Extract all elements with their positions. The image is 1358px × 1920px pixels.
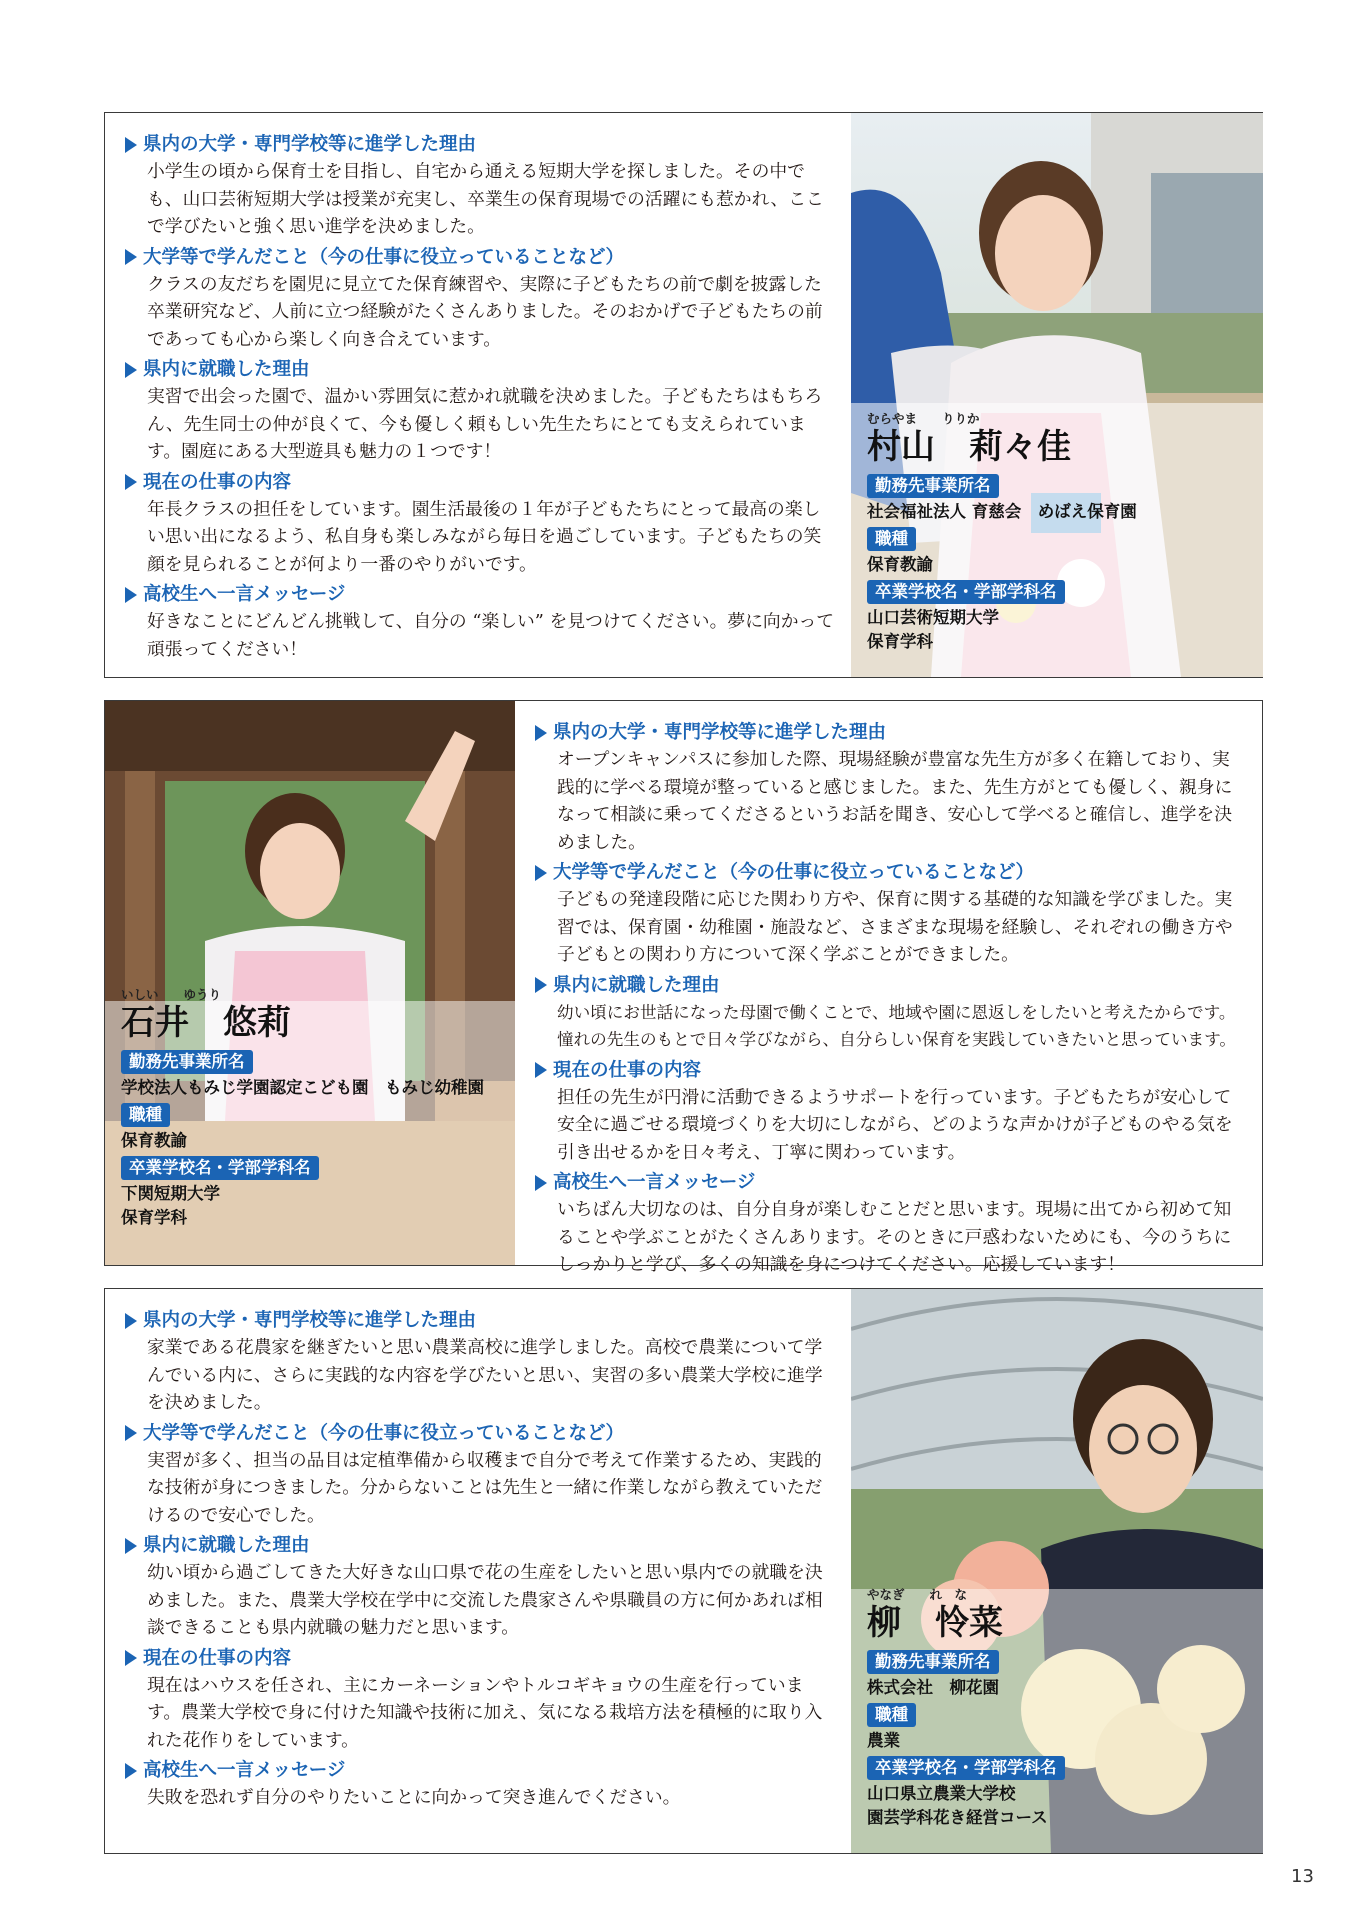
label-badge-job: 職種 — [867, 527, 916, 551]
qa-item — [535, 859, 1245, 969]
name-ruby: むらやま りりか — [867, 411, 980, 426]
answer-text: いちばん大切なのは、自分自身が楽しむことだと思います。現場に出てから初めて知ることや学ぶことがたくさんあります。そのときに戸惑わないためにも、今のうちにしっかりと学び、多くの知識を身につけてください。応援しています！ — [557, 1199, 1232, 1275]
profile-card-ishii — [104, 700, 1263, 1275]
answer-text: 年長クラスの担任をしています。園生活最後の１年が子どもたちにとって最高の楽しい思い出になるよう、私自身も楽しみながら毎日を過ごしています。子どもたちの笑顔を見られることが何より一番のやりがいです。 — [147, 498, 822, 575]
question-heading: 大学等で学んだこと（今の仕事に役立っていることなど） — [143, 246, 625, 268]
question-heading: 県内の大学・専門学校等に進学した理由 — [143, 1310, 477, 1331]
answer-text: 子どもの発達段階に応じた関わり方や、保育に関する基礎的な知識を学びました。実習では、保育園・幼稚園・施設など、さまざまな現場を経験し、それぞれの働き方や子どもとの関わり方について深く学ぶことができました。 — [557, 889, 1233, 965]
question-heading: 高校生へ一言メッセージ — [143, 584, 346, 605]
qa-item — [125, 1420, 835, 1530]
triangle-bullet-icon — [535, 725, 547, 741]
answer-text: 実習で出会った園で、温かい雰囲気に惹かれ就職を決めました。子どもたちはもちろん、先生同士の仲が良くて、今も優しく頼もしい先生たちにとても支えられています。園庭にある大型遊具も魅力の１つです！ — [147, 386, 823, 462]
department-value: 園芸学科花き経営コース — [867, 1808, 1048, 1827]
qa-section — [125, 131, 835, 666]
name-ruby: やなぎ れ な — [867, 1587, 968, 1602]
label-badge-school: 卒業学校名・学部学科名 — [867, 580, 1065, 604]
department-value: 保育学科 — [867, 632, 933, 651]
answer-text: 現在はハウスを任され、主にカーネーションやトルコギキョウの生産を行っています。農業大学校で身に付けた知識や技術に加え、気になる栽培方法を積極的に取り入れた花作りをしています。 — [147, 1674, 823, 1751]
question-heading: 現在の仕事の内容 — [143, 1647, 292, 1669]
triangle-bullet-icon — [125, 1763, 137, 1779]
answer-text: クラスの友だちを園児に見立てた保育練習や、実際に子どもたちの前で劇を披露した卒業研究など、人前に立つ経験がたくさんありました。そのおかげで子どもたちの前であっても心から楽しく向き合えています。 — [147, 273, 823, 350]
qa-item — [125, 469, 835, 579]
school-value: 山口県立農業大学校 — [867, 1784, 1016, 1803]
qa-item — [125, 1532, 835, 1642]
answer-text: 幼い頃から過ごしてきた大好きな山口県で花の生産をしたいと思い県内での就職を決めました。また、農業大学校在学中に交流した農家さんや県職員の方に何かあれば相談できることも県内就職の魅力だと思います。 — [147, 1562, 823, 1638]
question-heading: 現在の仕事の内容 — [553, 1059, 702, 1081]
employer-value: 学校法人もみじ学園認定こども園 もみじ幼稚園 — [121, 1078, 484, 1097]
triangle-bullet-icon — [125, 1650, 137, 1666]
job-value: 保育教諭 — [867, 555, 933, 574]
qa-section — [535, 719, 1245, 1282]
question-heading: 高校生へ一言メッセージ — [143, 1760, 346, 1781]
department-value: 保育学科 — [121, 1208, 187, 1227]
question-heading: 県内の大学・専門学校等に進学した理由 — [143, 134, 477, 155]
qa-item — [125, 244, 835, 354]
label-badge-school: 卒業学校名・学部学科名 — [867, 1756, 1065, 1780]
qa-item — [125, 1307, 835, 1417]
question-heading: 県内に就職した理由 — [143, 1535, 310, 1556]
answer-text: 実習が多く、担当の品目は定植準備から収穫まで自分で考えて作業するため、実践的な技術が身につきました。分からないことは先生と一緒に作業しながら教えていただけるので安心でした。 — [147, 1449, 823, 1526]
answer-text: オープンキャンパスに参加した際、現場経験が豊富な先生方が多く在籍しており、実践的に学べる環境が整っていると感じました。また、先生方がとても優しく、親身になって相談に乗ってくださるというお話を聞き、安心して学べると確信し、進学を決めました。 — [557, 749, 1233, 853]
person-name: 石井 悠莉 — [121, 1003, 291, 1043]
qa-item — [535, 1057, 1245, 1167]
qa-item — [125, 1645, 835, 1755]
label-badge-employer: 勤務先事業所名 — [867, 1650, 999, 1674]
triangle-bullet-icon — [535, 977, 547, 993]
person-name: 村山 莉々佳 — [867, 427, 1071, 467]
answer-text: 担任の先生が円滑に活動できるようサポートを行っています。子どもたちが安心して安全に過ごせる環境づくりを大切にしながら、どのような声かけが子どものやる気を引き出せるかを日々考え、丁寧に関わっています。 — [557, 1086, 1233, 1163]
triangle-bullet-icon — [535, 865, 547, 881]
triangle-bullet-icon — [125, 1425, 137, 1441]
qa-item — [535, 1169, 1245, 1279]
employer-value: 社会福祉法人 育慈会 めばえ保育園 — [867, 502, 1137, 521]
employer-value: 株式会社 柳花園 — [867, 1678, 999, 1697]
triangle-bullet-icon — [125, 587, 137, 603]
qa-section — [125, 1307, 835, 1815]
qa-item — [535, 972, 1245, 1054]
label-badge-employer: 勤務先事業所名 — [121, 1050, 253, 1074]
label-badge-employer: 勤務先事業所名 — [867, 474, 999, 498]
question-heading: 現在の仕事の内容 — [143, 471, 292, 493]
qa-item — [125, 1757, 835, 1812]
label-badge-school: 卒業学校名・学部学科名 — [121, 1156, 319, 1180]
job-value: 保育教諭 — [121, 1131, 187, 1150]
question-heading: 県内の大学・専門学校等に進学した理由 — [553, 722, 887, 743]
school-value: 山口芸術短期大学 — [867, 608, 999, 627]
qa-item — [535, 719, 1245, 856]
label-badge-job: 職種 — [867, 1703, 916, 1727]
question-heading: 高校生へ一言メッセージ — [553, 1172, 756, 1193]
school-value: 下関短期大学 — [121, 1184, 220, 1203]
question-heading: 県内に就職した理由 — [553, 974, 720, 996]
question-heading: 県内に就職した理由 — [143, 359, 310, 380]
triangle-bullet-icon — [125, 137, 137, 153]
page-number: 13 — [1291, 1866, 1314, 1887]
answer-text: 小学生の頃から保育士を目指し、自宅から通える短期大学を探しました。その中でも、山口芸術短期大学は授業が充実し、卒業生の保育現場での活躍にも惹かれ、ここで学びたいと強く思い進学を決めました。 — [147, 161, 824, 237]
answer-text: 好きなことにどんどん挑戦して、自分の “楽しい” を見つけてください。夢に向かって頑張ってください！ — [147, 611, 835, 660]
question-heading: 大学等で学んだこと（今の仕事に役立っていることなど） — [553, 862, 1035, 883]
profile-info — [867, 411, 1257, 654]
profile-card-yanagi — [104, 1288, 1263, 1854]
name-ruby: いしい ゆうり — [121, 987, 222, 1002]
profile-card-murayama — [104, 112, 1263, 678]
triangle-bullet-icon — [125, 1538, 137, 1554]
qa-item — [125, 131, 835, 241]
triangle-bullet-icon — [535, 1175, 547, 1191]
person-name: 柳 怜菜 — [867, 1603, 1003, 1643]
job-value: 農業 — [867, 1731, 900, 1750]
profile-info — [121, 987, 511, 1230]
label-badge-job: 職種 — [121, 1103, 170, 1127]
triangle-bullet-icon — [125, 249, 137, 265]
triangle-bullet-icon — [125, 474, 137, 490]
answer-text: 家業である花農家を継ぎたいと思い農業高校に進学しました。高校で農業について学んでいる内に、さらに実践的な内容を学びたいと思い、実習の多い農業大学校に進学を決めました。 — [147, 1337, 823, 1413]
triangle-bullet-icon — [125, 362, 137, 378]
question-heading: 大学等で学んだこと（今の仕事に役立っていることなど） — [143, 1422, 625, 1444]
answer-text: 失敗を恐れず自分のやりたいことに向かって突き進んでください。 — [147, 1787, 681, 1808]
qa-item — [125, 356, 835, 466]
answer-text: 幼い頃にお世話になった母園で働くことで、地域や園に恩返しをしたいと考えたからです。憧れの先生のもとで日々学びながら、自分らしい保育を実践していきたいと思っています。 — [557, 1002, 1237, 1049]
profile-info — [867, 1587, 1257, 1830]
triangle-bullet-icon — [535, 1062, 547, 1078]
qa-item — [125, 581, 835, 663]
triangle-bullet-icon — [125, 1313, 137, 1329]
